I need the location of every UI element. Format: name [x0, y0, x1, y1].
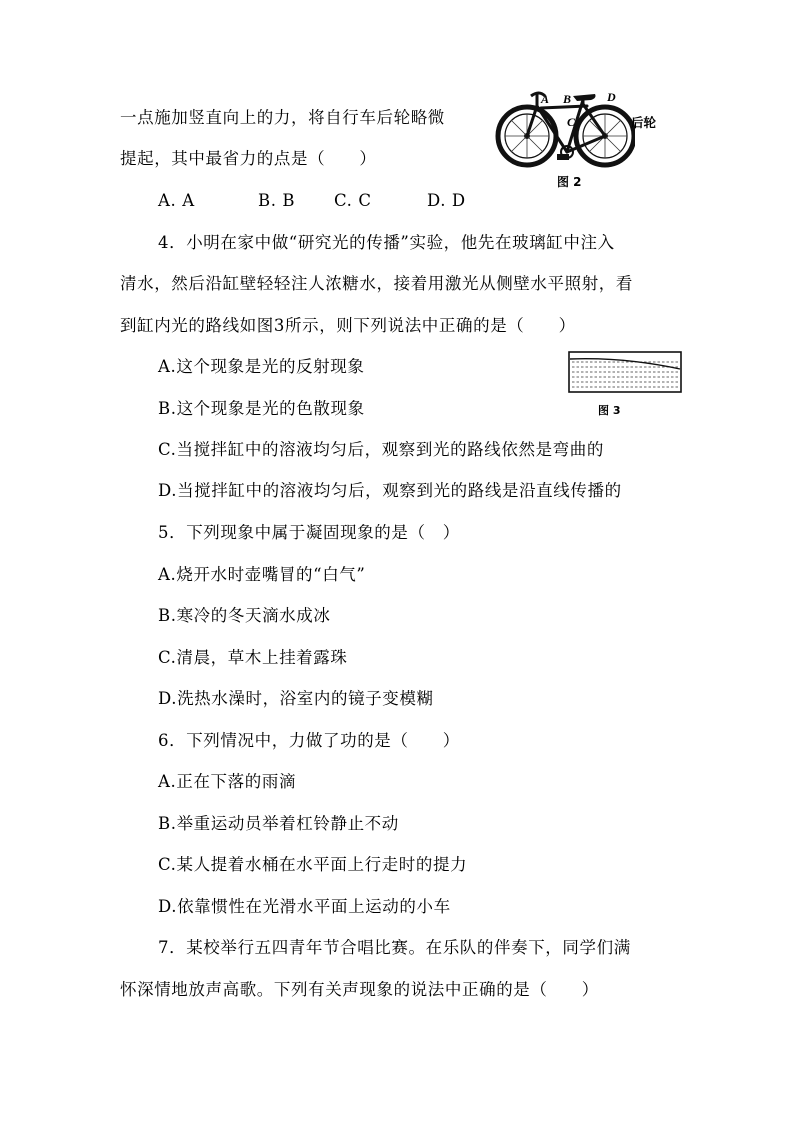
q5-option-d: D.洗热水澡时，浴室内的镜子变模糊	[158, 689, 434, 708]
point-b-label: B	[563, 92, 572, 106]
q7-stem-line-1: 7．某校举行五四青年节合唱比赛。在乐队的伴奏下，同学们满	[158, 938, 631, 957]
q6-option-a: A.正在下落的雨滴	[158, 772, 297, 791]
q4-stem-line-2: 清水，然后沿缸壁轻轻注人浓糖水，接着用激光从侧壁水平照射，看	[120, 274, 633, 293]
q5-option-a: A.烧开水时壶嘴冒的“白气”	[158, 565, 366, 584]
q5-option-c: C.清晨，草木上挂着露珠	[158, 648, 348, 667]
figure-2-caption: 图 2	[557, 175, 582, 189]
glass-tank-figure	[568, 350, 688, 418]
q4-option-c: C.当搅拌缸中的溶液均匀后，观察到光的路线依然是弯曲的	[158, 440, 604, 459]
q4-stem-line-1: 4．小明在家中做“研究光的传播”实验，他先在玻璃缸中注入	[158, 233, 615, 252]
point-c-label: C	[567, 115, 576, 129]
q4-option-b: B.这个现象是光的色散现象	[158, 399, 365, 418]
q3-stem-line-1: 一点施加竖直向上的力，将自行车后轮略微	[120, 108, 445, 127]
q6-option-b: B.举重运动员举着杠铃静止不动	[158, 814, 399, 833]
glass-tank-illustration	[568, 350, 684, 394]
figure-3-caption: 图 3	[598, 404, 621, 417]
q4-option-d: D.当搅拌缸中的溶液均匀后，观察到光的路线是沿直线传播的	[158, 481, 622, 500]
q3-option-a: A. A	[158, 191, 195, 210]
point-a-label: A	[541, 92, 550, 106]
q3-stem-line-2: 提起，其中最省力的点是（ ）	[120, 149, 377, 168]
point-d-label: D	[607, 90, 616, 104]
q3-option-b: B. B	[258, 191, 296, 210]
q3-option-c: C. C	[334, 191, 372, 210]
bicycle-figure	[495, 82, 675, 190]
q4-option-a: A.这个现象是光的反射现象	[158, 357, 365, 376]
q3-option-d: D. D	[427, 191, 466, 210]
q6-option-c: C.某人提着水桶在水平面上行走时的提力	[158, 855, 468, 874]
rear-wheel-label: 后轮	[631, 115, 657, 130]
q4-stem-line-3: 到缸内光的路线如图3所示，则下列说法中正确的是（ ）	[120, 316, 576, 335]
q5-stem: 5．下列现象中属于凝固现象的是（ ）	[158, 523, 460, 542]
q7-stem-line-2: 怀深情地放声高歌。下列有关声现象的说法中正确的是（ ）	[120, 980, 599, 999]
q6-stem: 6．下列情况中，力做了功的是（ ）	[158, 731, 460, 750]
q6-option-d: D.依靠惯性在光滑水平面上运动的小车	[158, 897, 451, 916]
q5-option-b: B.寒冷的冬天滴水成冰	[158, 606, 331, 625]
